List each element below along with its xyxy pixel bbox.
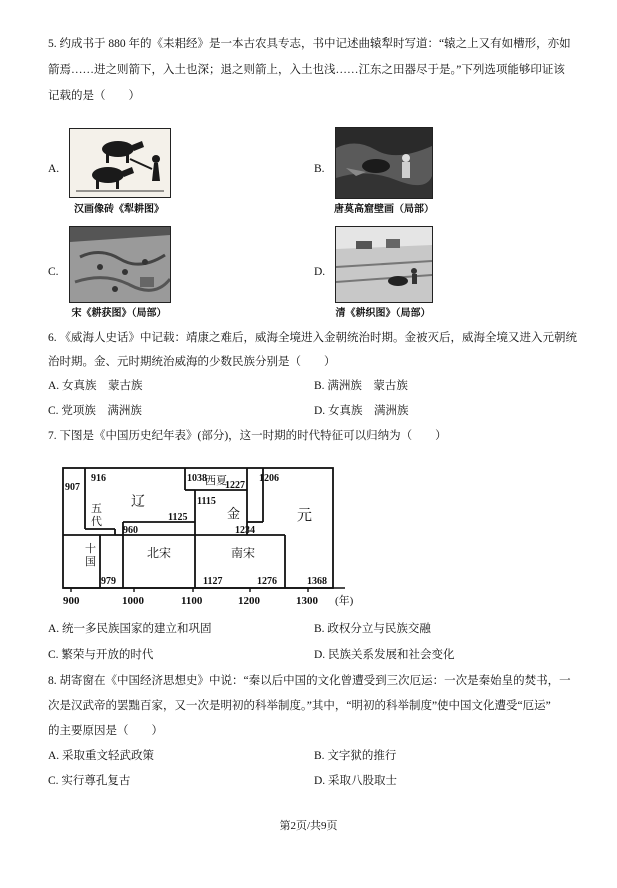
region-wudai-a: 五 xyxy=(91,503,102,515)
year-1368: 1368 xyxy=(307,576,327,587)
q6-option-b[interactable]: B. 满洲族 蒙古族 xyxy=(314,380,408,392)
q5-line1: 5. 约成书于 880 年的《耒耜经》是一本古农具专志，书中记述曲辕犁时写道：“辕之上又有如槽形，亦如 xyxy=(48,38,571,50)
mural-plough-icon xyxy=(336,128,432,198)
q8-line1: 8. 胡寄窗在《中国经济思想史》中说：“秦以后中国的文化曾遭受到三次厄运：一次是秦始皇的焚书，一 xyxy=(48,675,571,687)
q8-line2: 次是汉武帝的罢黜百家，又一次是明初的科举制度。”其中，“明初的科举制度”使中国文化遭受“厄运” xyxy=(48,700,551,712)
q5-option-d-caption: 清《耕织图》（局部） xyxy=(335,308,431,319)
page-footer: 第2页/共9页 xyxy=(279,820,338,832)
q5-option-d-image[interactable] xyxy=(335,226,433,303)
q8-line3: 的主要原因是（ ） xyxy=(48,725,163,737)
axis-tick-900: 900 xyxy=(63,595,80,607)
q8-option-a[interactable]: A. 采取重文轻武政策 xyxy=(48,750,155,762)
axis-tick-1100: 1100 xyxy=(181,595,203,607)
timeline-diagram xyxy=(55,460,365,610)
q6-line1: 6. 《威海人史话》中记载：靖康之难后，威海全境进入金朝统治时期。金被灭后，威海全境又进入元朝统 xyxy=(48,332,577,344)
q5-option-c-image[interactable] xyxy=(69,226,171,303)
q5-option-c-caption: 宋《耕获图》（局部） xyxy=(71,308,167,319)
year-1115: 1115 xyxy=(197,496,216,507)
axis-tick-1200: 1200 xyxy=(238,595,260,607)
q5-option-a-letter[interactable]: A. xyxy=(48,163,60,175)
q7-option-a[interactable]: A. 统一多民族国家的建立和巩固 xyxy=(48,623,212,635)
q8-option-c[interactable]: C. 实行尊孔复古 xyxy=(48,775,131,787)
q5-option-b-caption: 唐莫高窟壁画（局部） xyxy=(334,204,434,215)
q5-option-b-letter[interactable]: B. xyxy=(314,163,325,175)
q5-line2: 箭焉……进之则箭下，入土也深；退之则箭上，入土也浅……江东之田器尽于是。”下列选项能够印证该 xyxy=(48,64,565,76)
q8-option-d[interactable]: D. 采取八股取士 xyxy=(314,775,398,787)
region-nansong: 南宋 xyxy=(231,546,256,560)
harvest-painting-icon xyxy=(70,227,170,302)
year-960: 960 xyxy=(123,525,138,536)
axis-tick-1300: 1300 xyxy=(296,595,318,607)
q7-option-b[interactable]: B. 政权分立与民族交融 xyxy=(314,623,431,635)
year-1127: 1127 xyxy=(203,576,223,587)
q5-option-d-letter[interactable]: D. xyxy=(314,266,326,278)
year-1038: 1038 xyxy=(187,473,207,484)
q5-option-c-letter[interactable]: C. xyxy=(48,266,59,278)
farming-painting-icon xyxy=(336,227,432,302)
region-xixia: 西夏 xyxy=(205,475,227,487)
year-1206: 1206 xyxy=(259,473,279,484)
q5-option-a-image[interactable] xyxy=(69,128,171,198)
year-907: 907 xyxy=(65,482,80,493)
q7-line1: 7. 下图是《中国历史纪年表》(部分)，这一时期的时代特征可以归纳为（ ） xyxy=(48,430,447,442)
q5-option-a-caption: 汉画像砖《犁耕图》 xyxy=(74,204,164,215)
axis-unit: (年) xyxy=(335,595,354,607)
region-shiguo-a: 十 xyxy=(85,543,96,555)
axis-tick-1000: 1000 xyxy=(122,595,144,607)
year-1125: 1125 xyxy=(168,512,188,523)
q6-line2: 治时期。金、元时期统治威海的少数民族分别是（ ） xyxy=(48,356,336,368)
q8-option-b[interactable]: B. 文字狱的推行 xyxy=(314,750,397,762)
year-1234: 1234 xyxy=(235,525,255,536)
q5-line3: 记载的是（ ） xyxy=(48,90,140,102)
region-yuan: 元 xyxy=(297,508,313,524)
q6-option-c[interactable]: C. 党项族 满洲族 xyxy=(48,405,142,417)
ox-plough-icon xyxy=(70,129,170,197)
region-beisong: 北宋 xyxy=(147,546,172,560)
year-1227: 1227 xyxy=(225,480,245,491)
q5-option-b-image[interactable] xyxy=(335,127,433,199)
q7-option-c[interactable]: C. 繁荣与开放的时代 xyxy=(48,649,154,661)
q7-option-d[interactable]: D. 民族关系发展和社会变化 xyxy=(314,649,455,661)
year-916: 916 xyxy=(91,473,106,484)
region-wudai-b: 代 xyxy=(91,516,102,528)
year-1276: 1276 xyxy=(257,576,277,587)
region-shiguo-b: 国 xyxy=(85,556,96,568)
region-jin: 金 xyxy=(227,506,241,521)
q6-option-d[interactable]: D. 女真族 满洲族 xyxy=(314,405,409,417)
region-liao: 辽 xyxy=(131,495,145,510)
q6-option-a[interactable]: A. 女真族 蒙古族 xyxy=(48,380,143,392)
year-979: 979 xyxy=(101,576,116,587)
